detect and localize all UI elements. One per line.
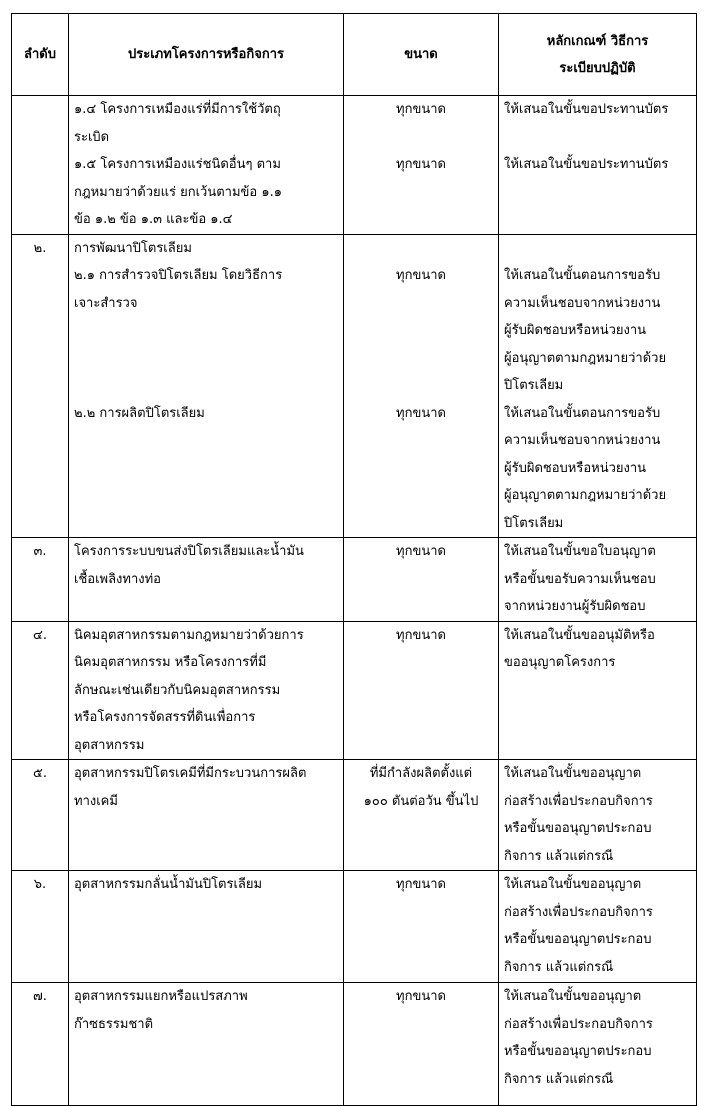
cell-line: หรือขั้นขอรับความเห็นชอบ [504,571,656,587]
cell-line: กฎหมายว่าด้วยแร่ ยกเว้นตามข้อ ๑.๑ [74,184,282,200]
cell-order [12,871,69,983]
cell-line: ข้อ ๑.๒ ข้อ ๑.๓ และข้อ ๑.๔ [74,212,233,227]
projects-table [11,13,697,1106]
table-body [12,96,697,1106]
cell-line: ก่อสร้างเพื่อประกอบกิจการ [504,1016,653,1032]
header-cell-criteria: หลักเกณฑ์ วิธีการ ระเบียบปฏิบัติ [499,14,697,96]
cell-line [504,235,691,263]
cell-line: ขออนุญาตโครงการ [504,655,616,670]
cell-criteria [499,621,697,760]
cell-line: จากหน่วยงานผู้รับผิดชอบ [504,599,646,614]
row-number: ๓. [33,544,47,559]
cell-line: อุตสาหกรรม [74,737,145,753]
cell-project-type [69,621,344,760]
cell-criteria [499,760,697,871]
cell-line [74,317,338,345]
cell-order [12,621,69,760]
cell-line: ทุกขนาด [396,157,446,172]
cell-line: ความเห็นชอบจากหน่วยงาน [504,433,661,448]
cell-line: อุตสาหกรรมกลั่นน้ำมันปิโตรเลียม [74,877,263,892]
cell-order [12,538,69,622]
cell-line [349,124,493,152]
cell-line: ทางเคมี [74,793,118,809]
cell-line: หรือขั้นขออนุญาตประกอบ [504,1044,652,1059]
cell-line: ผู้อนุญาตตามกฎหมายว่าด้วย [504,488,667,503]
cell-line: ระเบิด [74,129,110,145]
row-number: ๒. [33,240,47,256]
cell-line: อุตสาหกรรมแยกหรือแปรสภาพ [74,989,248,1004]
cell-line: ก่อสร้างเพื่อประกอบกิจการ [504,904,653,920]
cell-size [344,621,499,760]
cell-line: ให้เสนอในขั้นขออนุญาต [504,989,642,1004]
cell-line: ปิโตรเลียม [504,515,564,531]
cell-line: ทุกขนาด [396,102,446,117]
cell-line [349,345,493,373]
cell-line: ลักษณะเช่นเดียวกับนิคมอุตสาหกรรม [74,682,281,698]
cell-line: ให้เสนอในขั้นตอนการขอรับ [504,268,661,283]
row-number: ๕. [33,766,47,781]
cell-line: นิคมอุตสาหกรรมตามกฎหมายว่าด้วยการ [74,627,304,643]
table-row [12,96,697,235]
cell-line: อุตสาหกรรมปิโตรเคมีที่มีกระบวนการผลิต [74,766,307,781]
cell-line: ให้เสนอในขั้นขออนุญาต [504,766,642,781]
cell-order [12,983,69,1106]
cell-line: ก๊าซธรรมชาติ [74,1016,154,1032]
row-number: ๗. [33,989,47,1004]
cell-line: ที่มีกำลังผลิตตั้งแต่ [369,766,473,781]
cell-criteria [499,983,697,1106]
cell-size [344,96,499,235]
table-row [12,621,697,760]
cell-criteria [499,96,697,235]
table-row [12,538,697,622]
cell-line: ทุกขนาด [396,405,446,421]
table-row [12,983,697,1106]
cell-criteria [499,871,697,983]
cell-line: กิจการ แล้วแต่กรณี [504,848,614,864]
cell-order [12,234,69,538]
cell-line: ให้เสนอในขั้นตอนการขอรับ [504,405,661,421]
cell-project-type [69,96,344,235]
cell-line: ปิโตรเลียม [504,378,564,393]
cell-line [349,317,493,345]
cell-size [344,871,499,983]
cell-line: การพัฒนาปิโตรเลียม [74,240,192,256]
cell-line: ให้เสนอในขั้นขอประทานบัตร [504,157,669,172]
cell-line [349,372,493,400]
cell-line: ๑๐๐ ตันต่อวัน ขึ้นไป [363,793,479,809]
header-cell-order: ลำดับ [12,14,69,96]
cell-line: ๑.๔ โครงการเหมืองแร่ที่มีการใช้วัตถุ [74,102,281,117]
cell-line: ให้เสนอในขั้นขอใบอนุญาต [504,544,656,559]
cell-line: ทุกขนาด [396,877,446,892]
table-row [12,760,697,871]
cell-line: ผู้รับผิดชอบหรือหน่วยงาน [504,460,647,476]
cell-project-type [69,983,344,1106]
cell-line [504,124,691,152]
cell-line: กิจการ แล้วแต่กรณี [504,959,614,975]
cell-line: ผู้อนุญาตตามกฎหมายว่าด้วย [504,350,667,366]
cell-line [349,290,493,318]
cell-criteria [499,538,697,622]
header-cell-project-type: ประเภทโครงการหรือกิจการ [69,14,344,96]
table-row [12,234,697,538]
cell-size [344,983,499,1106]
cell-line: ให้เสนอในขั้นขออนุญาต [504,877,642,892]
cell-line: ทุกขนาด [396,544,446,559]
cell-project-type [69,871,344,983]
cell-line [349,235,493,263]
header-cell-size: ขนาด [344,14,499,96]
cell-line: ให้เสนอในขั้นขอประทานบัตร [504,102,669,117]
cell-line: ก่อสร้างเพื่อประกอบกิจการ [504,793,653,809]
cell-size [344,760,499,871]
cell-size [344,234,499,538]
cell-line: ผู้รับผิดชอบหรือหน่วยงาน [504,323,647,338]
cell-order [12,96,69,235]
cell-line: กิจการ แล้วแต่กรณี [504,1071,614,1087]
cell-line: ๑.๕ โครงการเหมืองแร่ชนิดอื่นๆ ตาม [74,157,281,172]
cell-line: ทุกขนาด [396,627,446,643]
row-number: ๖. [33,877,47,892]
cell-line: ทุกขนาด [396,989,446,1004]
cell-line: ๒.๑ การสำรวจปิโตรเลียม โดยวิธีการ [74,268,283,283]
row-number: ๔. [33,627,47,643]
cell-line [74,345,338,373]
table-row [12,871,697,983]
cell-line: หรือขั้นขออนุญาตประกอบ [504,932,652,947]
cell-line: หรือขั้นขออนุญาตประกอบ [504,821,652,836]
cell-line: โครงการระบบขนส่งปิโตรเลียมและน้ำมัน [74,544,304,559]
header-row [12,14,697,96]
cell-line: เชื้อเพลิงทางท่อ [74,571,161,587]
cell-project-type [69,234,344,538]
cell-line: ให้เสนอในขั้นขออนุมัติหรือ [504,627,655,643]
cell-order [12,760,69,871]
cell-line: เจาะสำรวจ [74,295,138,311]
cell-criteria [499,234,697,538]
cell-line [74,372,338,400]
cell-project-type [69,760,344,871]
cell-line: ความเห็นชอบจากหน่วยงาน [504,295,661,311]
cell-line: ทุกขนาด [396,268,446,283]
cell-line: นิคมอุตสาหกรรม หรือโครงการที่มี [74,655,267,670]
cell-line: ๒.๒ การผลิตปิโตรเลียม [74,405,205,421]
cell-line: หรือโครงการจัดสรรที่ดินเพื่อการ [74,710,256,725]
cell-project-type [69,538,344,622]
cell-size [344,538,499,622]
